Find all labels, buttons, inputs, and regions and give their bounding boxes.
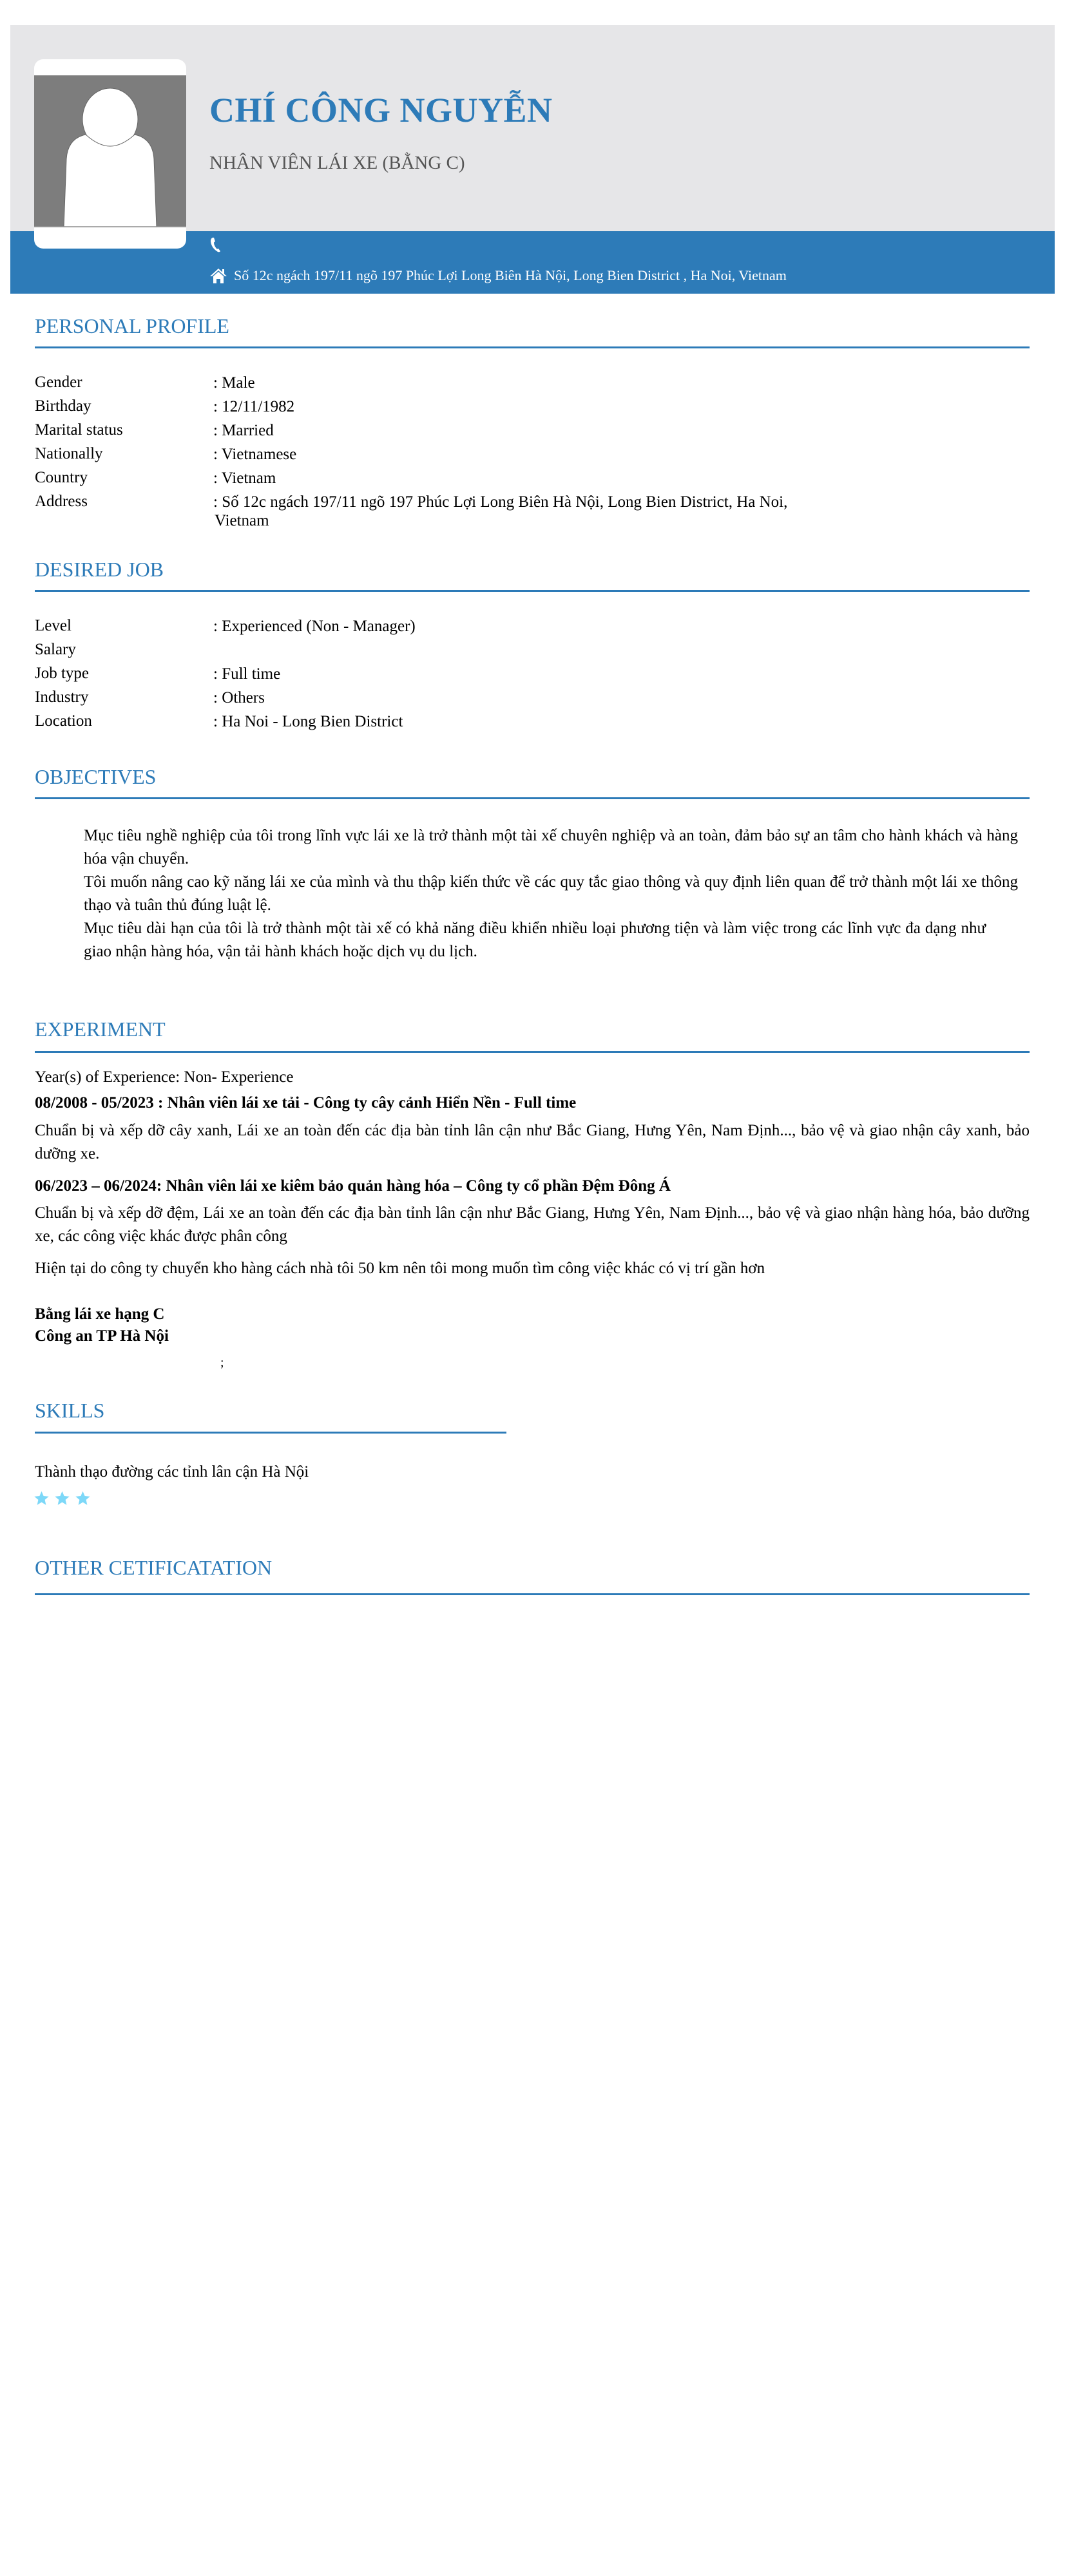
objective-paragraph: Mục tiêu nghề nghiệp của tôi trong lĩnh vực lái xe là trở thành một tài xế chuyên nghiệp và an toàn, đảm bảo sự an tâm cho hành khách và hàng hóa vận chuyển. — [84, 827, 1018, 867]
job-description: Chuẩn bị và xếp dỡ cây xanh, Lái xe an toàn đến các địa bàn tỉnh lân cận như Bắc Giang, Hưng Yên, Nam Định..., bảo vệ và giao nhận cây xanh, bảo dưỡng xe. — [35, 1122, 1030, 1162]
profile-label-nationality: Nationally — [35, 445, 103, 462]
years-of-experience: Year(s) of Experience: Non- Experience — [35, 1068, 294, 1086]
profile-photo — [34, 59, 186, 249]
candidate-name: CHÍ CÔNG NGUYỄN — [209, 91, 553, 129]
job-label-industry: Industry — [35, 688, 89, 706]
section-divider — [35, 1593, 1030, 1595]
job-label-location: Location — [35, 712, 92, 730]
section-title-experiment: EXPERIMENT — [35, 1018, 166, 1041]
objective-paragraph: Tôi muốn nâng cao kỹ năng lái xe của mình và thu thập kiến thức về các quy tắc giao thông và quy định liên quan để trở thành một lái xe thông thạo và tuân thủ đúng luật lệ. — [84, 873, 1018, 914]
job-label-type: Job type — [35, 665, 90, 682]
job-heading: 08/2008 - 05/2023 : Nhân viên lái xe tải - Công ty cây cảnh Hiển Nền - Full time — [35, 1094, 577, 1112]
avatar-placeholder-icon — [34, 75, 186, 227]
star-icon — [54, 1490, 70, 1506]
section-title-other-certification: OTHER CETIFICATATION — [35, 1556, 273, 1579]
section-title-objectives: OBJECTIVES — [35, 765, 157, 788]
skill-rating — [34, 1490, 91, 1506]
profile-label-gender: Gender — [35, 374, 82, 391]
contact-address — [209, 267, 787, 284]
profile-value-birthday: : 12/11/1982 — [213, 398, 295, 415]
experience-note: Hiện tại do công ty chuyển kho hàng cách nhà tôi 50 km nên tôi mong muốn tìm công việc khác có vị trí gần hơn — [35, 1260, 765, 1277]
candidate-job-title: NHÂN VIÊN LÁI XE (BẰNG C) — [209, 153, 465, 173]
section-title-desired-job: DESIRED JOB — [35, 558, 164, 581]
address-value: Số 12c ngách 197/11 ngõ 197 Phúc Lợi Long Biên Hà Nội, Long Bien District , Ha Noi, Vietnam — [234, 267, 787, 283]
profile-value-country: : Vietnam — [213, 469, 276, 487]
section-divider — [35, 1051, 1030, 1053]
home-icon — [209, 267, 226, 284]
profile-label-country: Country — [35, 469, 88, 486]
job-heading: 06/2023 – 06/2024: Nhân viên lái xe kiêm bảo quản hàng hóa – Công ty cổ phần Đệm Đông Á — [35, 1177, 671, 1195]
profile-label-marital-status: Marital status — [35, 421, 123, 439]
job-label-level: Level — [35, 617, 72, 634]
job-description: Chuẩn bị và xếp dỡ đệm, Lái xe an toàn đến các địa bàn tỉnh lân cận như Bắc Giang, Hưng Yên, Nam Định..., bảo vệ và giao nhận hàng hóa, bảo dưỡng xe, các công việc khác được phân công — [35, 1204, 1030, 1245]
job-value-type: : Full time — [213, 665, 281, 683]
profile-value-address: : Số 12c ngách 197/11 ngõ 197 Phúc Lợi Long Biên Hà Nội, Long Bien District, Ha Noi, — [213, 493, 788, 511]
profile-value-gender: : Male — [213, 374, 255, 392]
contact-phone — [209, 236, 234, 253]
section-divider — [35, 346, 1030, 348]
profile-value-marital-status: : Married — [213, 422, 274, 439]
stray-mark: ; — [220, 1356, 224, 1370]
star-icon — [34, 1490, 50, 1506]
profile-label-birthday: Birthday — [35, 397, 91, 415]
license-issuer: Công an TP Hà Nội — [35, 1327, 169, 1345]
objective-paragraph: Mục tiêu dài hạn của tôi là trở thành một tài xế có khả năng điều khiển nhiều loại phương tiện và làm việc trong các lĩnh vực đa dạng như giao nhận hàng hóa, vận tải hành khách hoặc dịch vụ du lịch. — [84, 920, 986, 960]
job-value-level: : Experienced (Non - Manager) — [213, 618, 416, 635]
profile-value-nationality: : Vietnamese — [213, 446, 297, 463]
job-label-salary: Salary — [35, 641, 76, 658]
section-divider — [35, 1432, 506, 1434]
section-divider — [35, 590, 1030, 592]
profile-value-address-line2: Vietnam — [215, 512, 269, 529]
license-class: Bằng lái xe hạng C — [35, 1305, 165, 1323]
profile-label-address: Address — [35, 493, 88, 510]
section-title-skills: SKILLS — [35, 1399, 105, 1422]
job-value-location: : Ha Noi - Long Bien District — [213, 713, 403, 730]
objectives-text — [84, 824, 1018, 963]
star-icon — [75, 1490, 91, 1506]
section-divider — [35, 797, 1030, 799]
section-title-personal-profile: PERSONAL PROFILE — [35, 314, 229, 337]
phone-icon — [209, 236, 226, 253]
job-value-industry: : Others — [213, 689, 265, 706]
skill-name: Thành thạo đường các tỉnh lân cận Hà Nội — [35, 1463, 309, 1481]
